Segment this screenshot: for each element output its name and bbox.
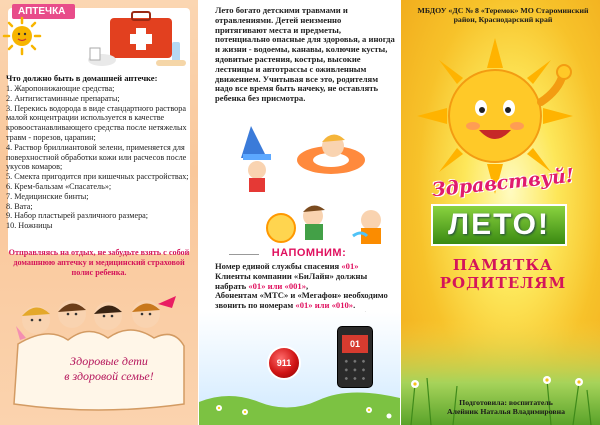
list-item [215, 291, 395, 311]
reminder-label: НАПОМНИМ: [271, 247, 347, 259]
list-item: 5. Смекта пригодится при кишечных расстройствах; [6, 172, 189, 182]
memo-line-2: РОДИТЕЛЯМ [439, 274, 567, 292]
summer-banner [431, 204, 567, 246]
reminder-heading [229, 247, 389, 259]
slogan-line-2: в здоровой семье! [64, 369, 154, 383]
organization-name: МБДОУ «ДС № 8 «Теремок» МО Староминский район, Краснодарский край [417, 6, 589, 24]
list-item: 9. Набор пластырей различного размера; [6, 211, 149, 221]
greeting-text: Здравствуй! [430, 164, 576, 202]
list-item [215, 272, 395, 292]
health-slogan [34, 354, 184, 384]
first-aid-tag: АПТЕЧКА [12, 4, 75, 19]
contact-number: «01» или «010» [295, 300, 354, 311]
list-item: 6. Крем-бальзам «Спасатель»; [6, 181, 112, 191]
memo-line-1: ПАМЯТКА [452, 256, 554, 274]
panel-first-aid [0, 0, 198, 425]
badge-text: 911 [276, 358, 292, 368]
contact-text: Клиенты компании «БиЛайн» должны набрать [215, 270, 368, 291]
contact-number: «01» [341, 261, 359, 271]
list-item: 10. Ножницы [6, 221, 53, 231]
panel-safety [199, 0, 400, 425]
list-item: 4. Раствор бриллиантовой зелени, применяется для поверхностной обработки кожи или расчесов после укусов комаров; [6, 142, 187, 172]
divider [229, 254, 259, 255]
first-aid-list [6, 84, 192, 231]
first-aid-kit-icon [82, 8, 192, 72]
sun-icon [2, 16, 42, 56]
list-item: 2. Антигистаминные препараты; [6, 93, 120, 103]
phone-keypad [342, 357, 368, 383]
contact-tail: . [353, 300, 356, 311]
emergency-911-icon [267, 346, 301, 380]
mobile-phone-icon [337, 326, 373, 388]
prepared-by-name: Алейник Наталья Владимировна [446, 407, 566, 416]
travel-warning: Отправляясь на отдых, не забудьте взять с собой домашнюю аптечку и медицинский страховой полис ребенка. [8, 248, 190, 277]
contact-tail: , [306, 280, 309, 291]
contact-number: «01» или «001» [248, 280, 307, 291]
list-item: 8. Вата; [6, 201, 33, 211]
first-aid-heading: Что должно быть в домашней аптечке: [6, 73, 158, 83]
list-item: 1. Жаропонижающие средства; [6, 84, 115, 93]
prepared-by [417, 398, 595, 416]
phone-screen: 01 [342, 335, 368, 353]
slogan-line-1: Здоровые дети [70, 354, 148, 368]
kids-illustration [8, 286, 190, 418]
list-item: 3. Перекись водорода в виде стандартного раствора малой концентрации используется в качестве кровоостанавливающего средства после нетяжелых травм - порезов, царапин; [6, 103, 187, 142]
memo-title [417, 256, 589, 292]
children-playing-illustration [221, 118, 391, 258]
summer-dangers-text: Лето богато детскими травмами и отравлениями. Детей неизменно притягивают места и предметы, потенциально опасные для здоровья, а иногда и жизни - водоемы, канавы, колючие кусты, ядовитые растения, костры, высокие лестницы и автотрассы с оживленным движением. Учитывая все это, родителям надо все время быть начеку, не оставлять ребенка без присмотра. [215, 5, 395, 104]
prepared-by-role: Подготовила: воспитатель [459, 398, 553, 407]
contact-text: Номер единой службы спасения [215, 261, 342, 271]
summer-title: ЛЕТО! [431, 204, 567, 246]
panel-cover [401, 0, 600, 425]
contact-text: Абонентам «МТС» и «Мегафон» необходимо звонить по номерам [215, 290, 388, 311]
list-item: 7. Медицинские бинты; [6, 191, 89, 201]
